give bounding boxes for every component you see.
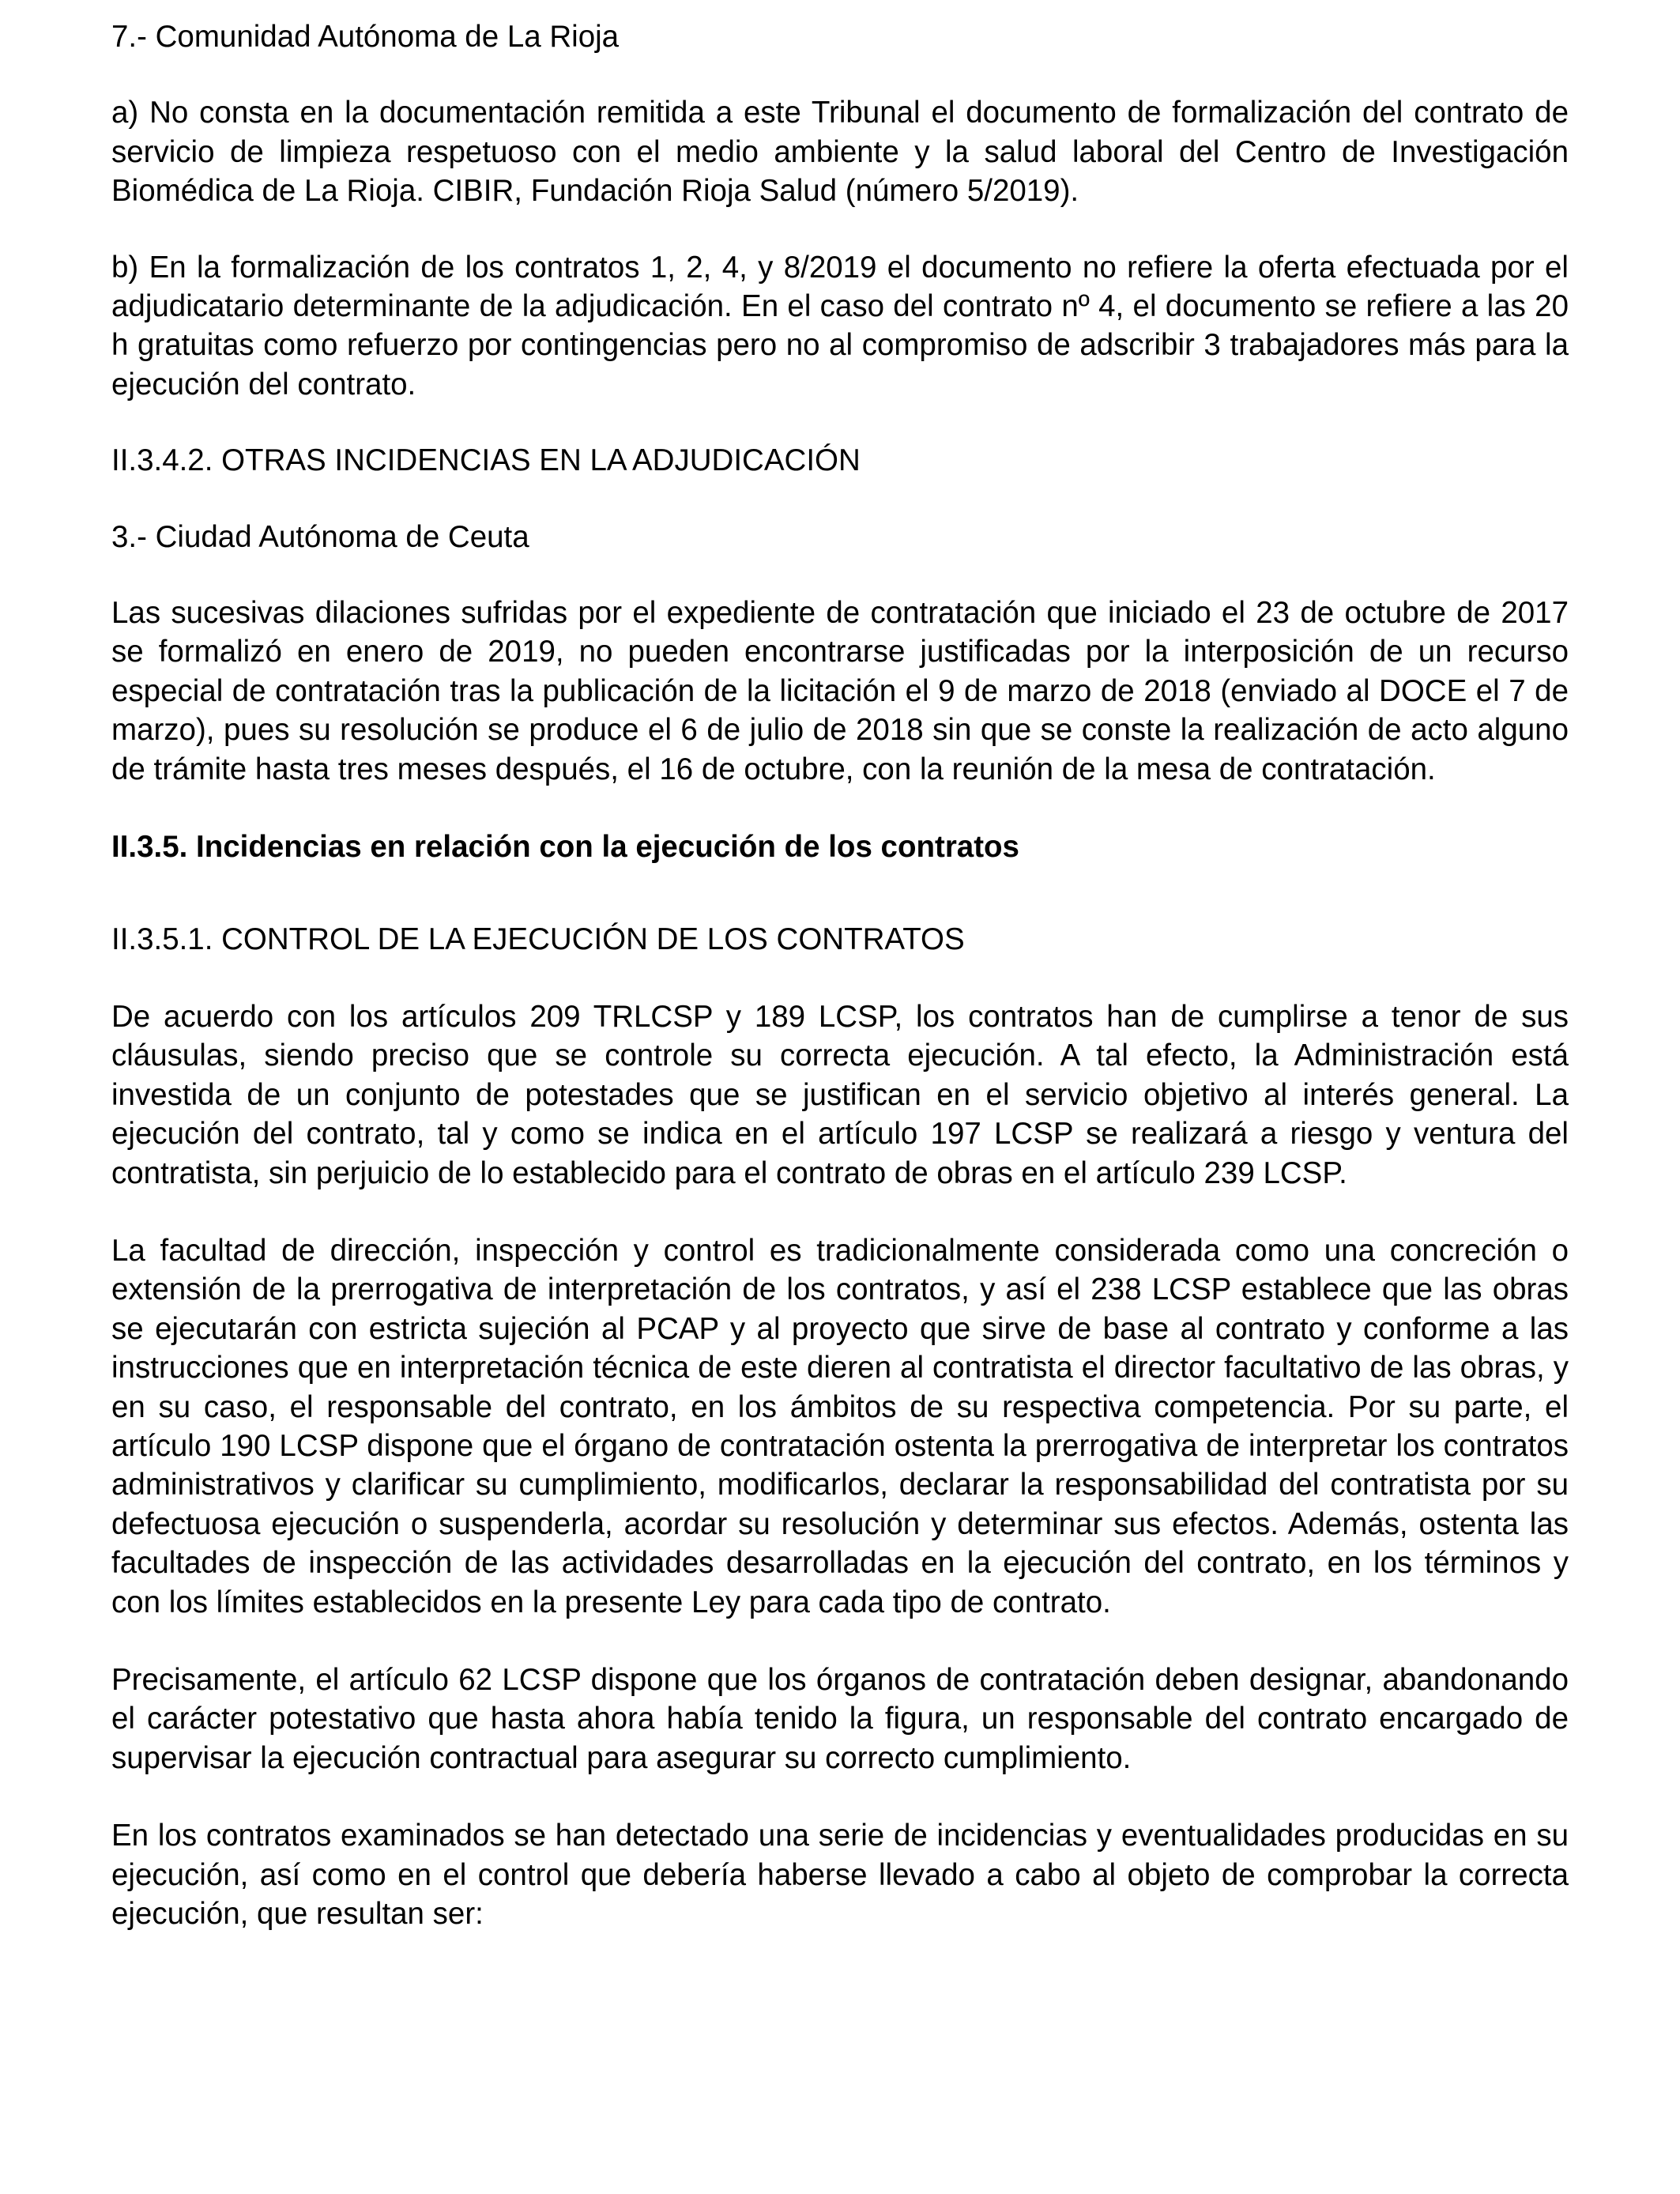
section-heading-incidencias-ejecucion: II.3.5. Incidencias en relación con la ejecución de los contratos [111,830,1019,865]
paragraph-contratos-examinados: En los contratos examinados se han detectado una serie de incidencias y eventualidades producidas en su ejecución, así como en el control que debería haberse llevado a cabo al objeto de comprobar la correcta ejecución, que resultan ser: [111,1819,1569,1932]
section-heading-control-ejecucion: II.3.5.1. CONTROL DE LA EJECUCIÓN DE LOS CONTRATOS [111,922,965,956]
paragraph-facultad-direccion: La facultad de dirección, inspección y control es tradicionalmente considerada como una concreción o extensión de la prerrogativa de interpretación de los contratos, y así el 238 LCSP establece que las obras se ejecutarán con estricta sujeción al PCAP y al proyecto que sirve de base al contrato y conforme a las instrucciones que en interpretación técnica de este dieren al contratista el director facultativo de las obras, y en su caso, el responsable del contrato, en los ámbitos de su respectiva competencia. Por su parte, el artículo 190 LCSP dispone que el órgano de contratación ostenta la prerrogativa de interpretar los contratos administrativos y clarificar su cumplimiento, modificarlos, declarar la responsabilidad del contratista por su defectuosa ejecución o suspenderla, acordar su resolución y determinar sus efectos. Además, ostenta las facultades de inspección de las actividades desarrolladas en la ejecución del contrato, en los términos y con los límites establecidos en la presente Ley para cada tipo de contrato. [111,1233,1569,1619]
document-page [111,17,1569,1933]
section-heading-la-rioja: 7.- Comunidad Autónoma de La Rioja [111,20,620,54]
paragraph-articulos-209-189: De acuerdo con los artículos 209 TRLCSP y 189 LCSP, los contratos han de cumplirse a tenor de sus cláusulas, siendo preciso que se controle su correcta ejecución. A tal efecto, la Administración está investida de un conjunto de potestades que se justifican en el servicio objetivo al interés general. La ejecución del contrato, tal y como se indica en el artículo 197 LCSP se realizará a riesgo y ventura del contratista, sin perjuicio de lo establecido para el contrato de obras en el artículo 239 LCSP. [111,999,1569,1190]
section-heading-otras-incidencias: II.3.4.2. OTRAS INCIDENCIAS EN LA ADJUDICACIÓN [111,443,861,478]
paragraph-ceuta: Las sucesivas dilaciones sufridas por el expediente de contratación que iniciado el 23 de octubre de 2017 se formalizó en enero de 2019, no pueden encontrarse justificadas por la interposición de un recurso especial de contratación tras la publicación de la licitación el 9 de marzo de 2018 (enviado al DOCE el 7 de marzo), pues su resolución se produce el 6 de julio de 2018 sin que se conste la realización de acto alguno de trámite hasta tres meses después, el 16 de octubre, con la reunión de la mesa de contratación. [111,596,1569,786]
paragraph-a: a) No consta en la documentación remitida a este Tribunal el documento de formalización del contrato de servicio de limpieza respetuoso con el medio ambiente y la salud laboral del Centro de Investigación Biomédica de La Rioja. CIBIR, Fundación Rioja Salud (número 5/2019). [111,96,1569,209]
paragraph-articulo-62: Precisamente, el artículo 62 LCSP dispone que los órganos de contratación deben designar, abandonando el carácter potestativo que hasta ahora había tenido la figura, un responsable del contrato encargado de supervisar la ejecución contractual para asegurar su correcto cumplimiento. [111,1663,1569,1775]
paragraph-b: b) En la formalización de los contratos 1, 2, 4, y 8/2019 el documento no refiere la oferta efectuada por el adjudicatario determinante de la adjudicación. En el caso del contrato nº 4, el documento se refiere a las 20 h gratuitas como refuerzo por contingencias pero no al compromiso de adscribir 3 trabajadores más para la ejecución del contrato. [111,250,1569,401]
section-heading-ceuta: 3.- Ciudad Autónoma de Ceuta [111,519,529,554]
